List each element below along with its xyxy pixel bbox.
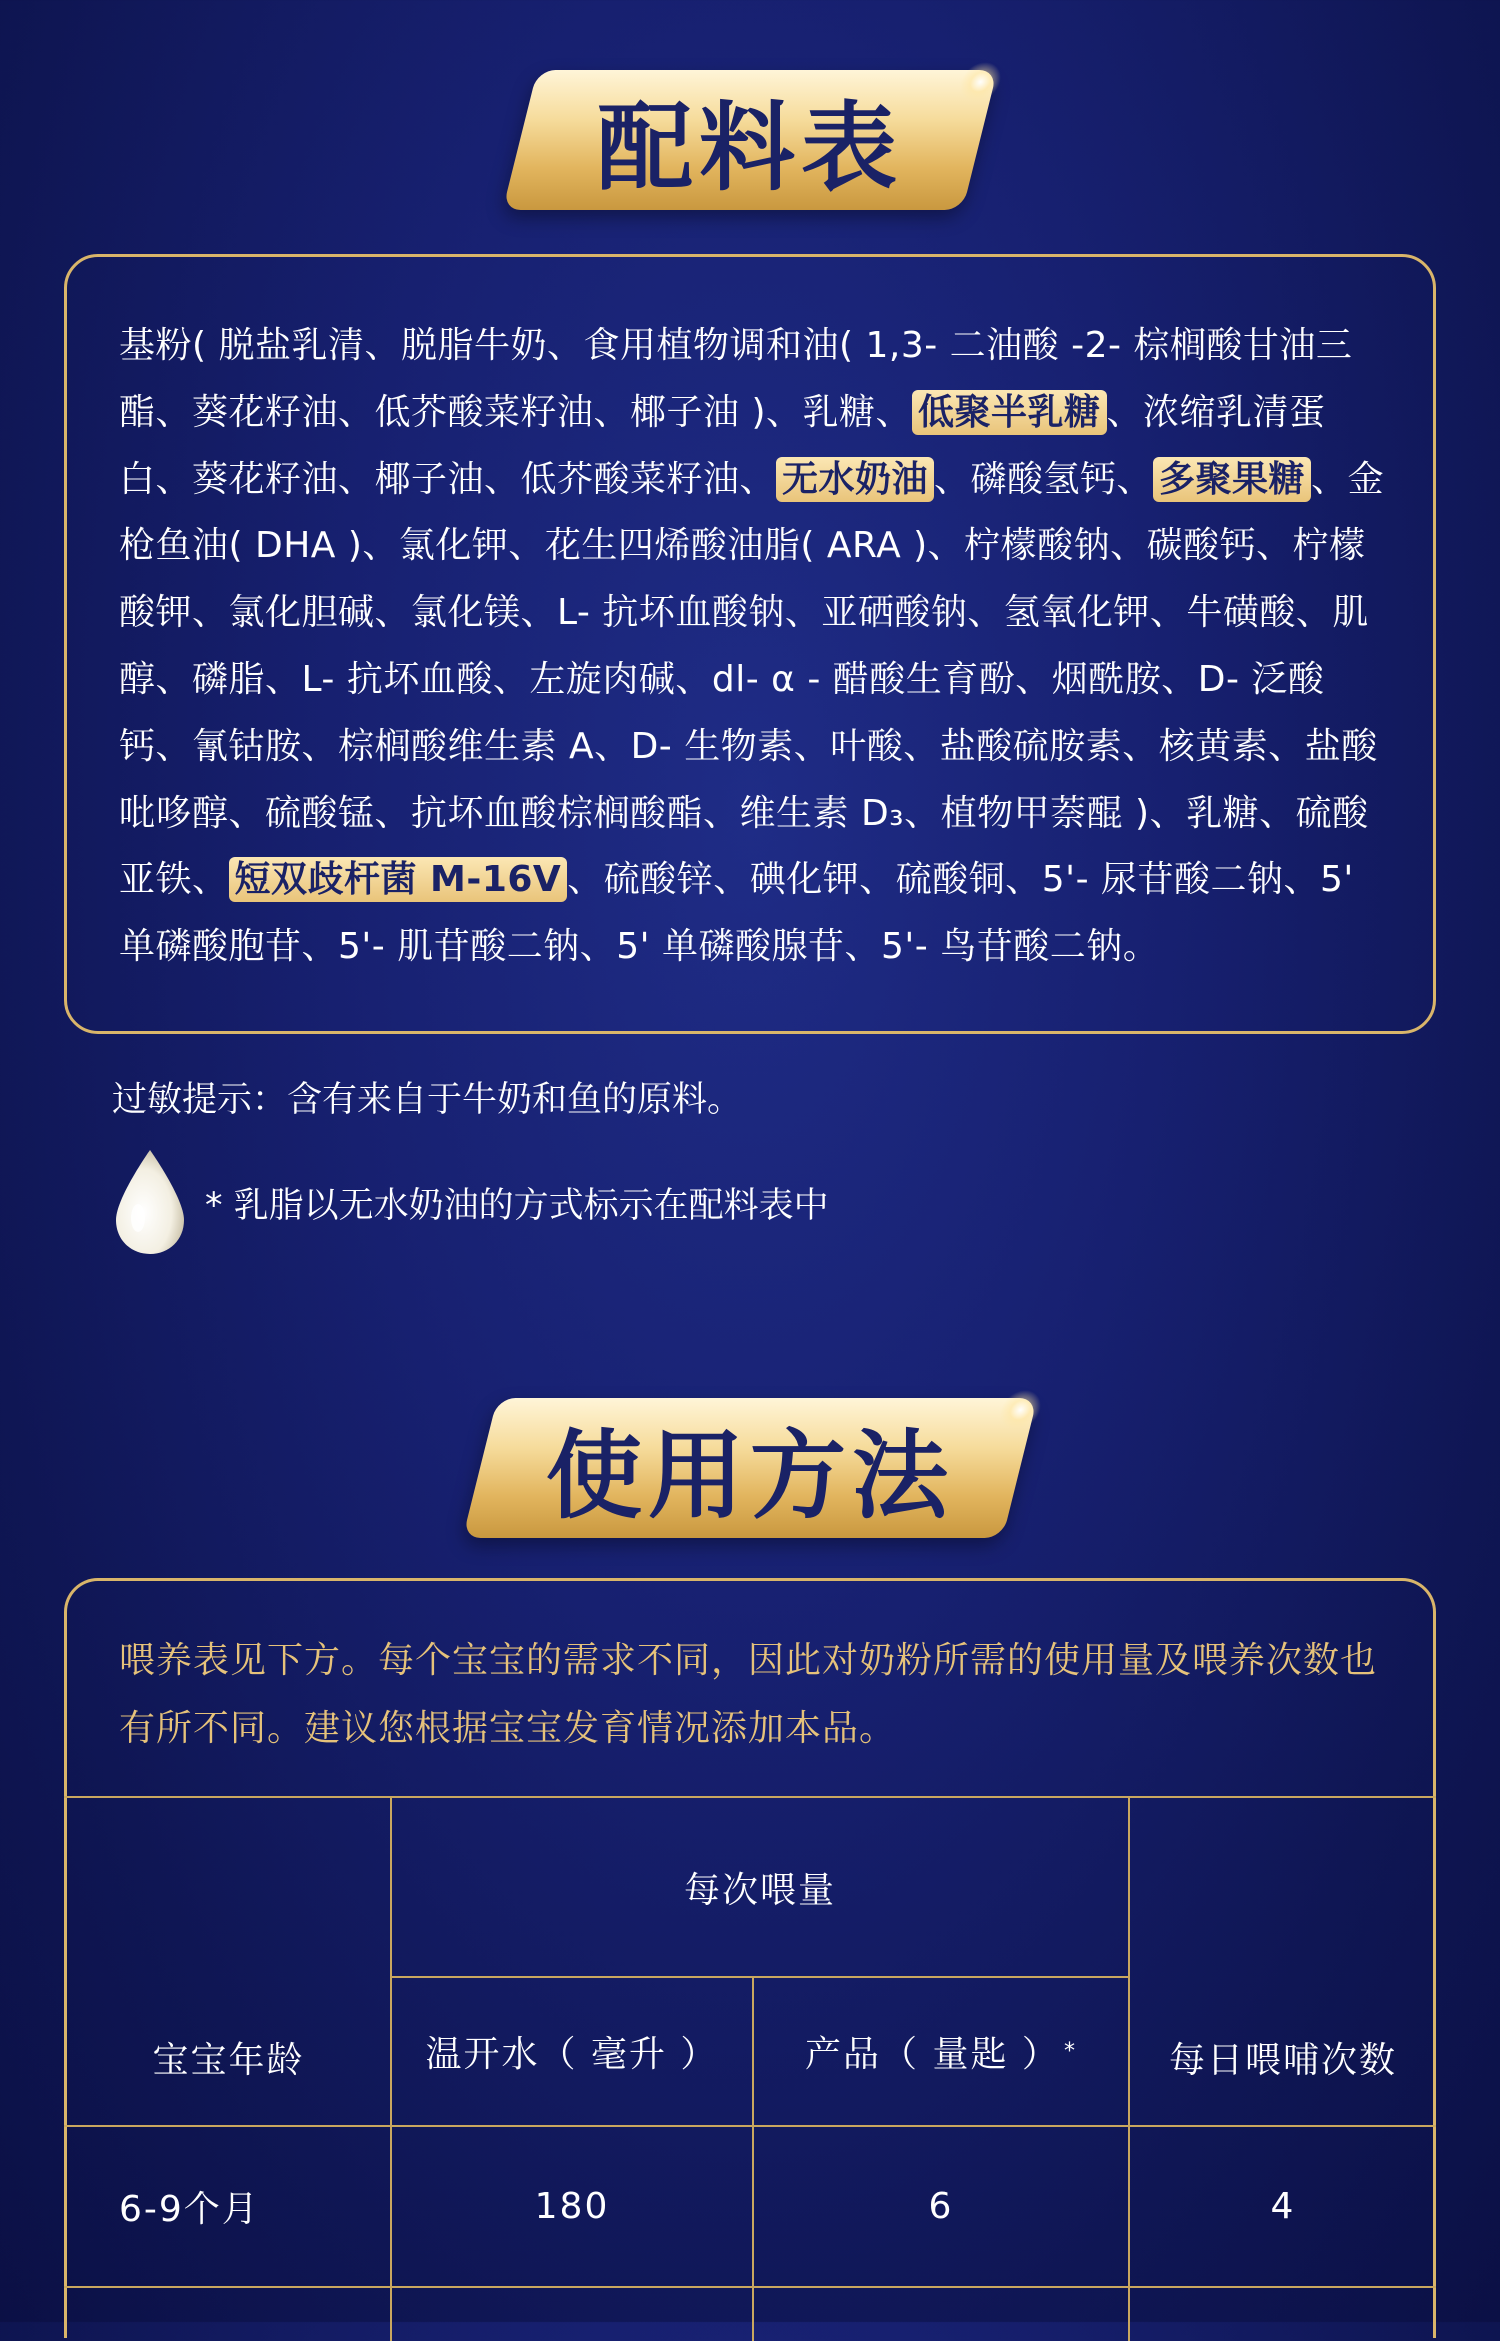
header-product: [754, 1978, 1128, 2125]
ingredients-text: [119, 313, 1389, 981]
usage-card: [64, 1578, 1436, 2338]
highlighted-ingredient: 无水奶油: [776, 457, 934, 502]
row-product: 6: [928, 2186, 954, 2227]
header-product-mark: *: [1063, 2039, 1077, 2064]
ingredients-card: [64, 254, 1436, 1034]
table-row-line: [64, 2286, 1436, 2288]
ingredient-text-segment: 、金枪鱼油( DHA )、氯化钾、花生四烯酸油脂( ARA )、柠檬酸钠、碳酸钙、柠檬酸钾、氯化胆碱、氯化镁、L- 抗坏血酸钠、亚硒酸钠、氢氧化钾、牛磺酸、肌醇、磷脂、L- 抗坏血酸、左旋肉碱、dl- α - 醋酸生育酚、烟酰胺、D- 泛酸钙、氰钴胺、棕榈酸维生素 A、D- 生物素、叶酸、盐酸硫胺素、核黄素、盐酸吡哆醇、硫酸锰、抗坏血酸棕榈酸酯、维生素 D₃、植物甲萘醌 )、乳糖、硫酸亚铁、: [119, 458, 1385, 901]
highlighted-ingredient: 低聚半乳糖: [912, 390, 1107, 435]
header-product-label: 产品（ 量匙 ）: [805, 2034, 1060, 2075]
header-age: 宝宝年龄: [152, 2040, 305, 2081]
usage-title-banner: [480, 1398, 1020, 1538]
ingredient-text-segment: 、浓缩乳清蛋白、葵花籽油、椰子油、低芥酸菜籽油、: [119, 391, 1326, 500]
ingredient-text-segment: 、硫酸锌、碘化钾、硫酸铜、5'- 尿苷酸二钠、5' 单磷酸胞苷、5'- 肌苷酸二钠、5' 单磷酸腺苷、5'- 鸟苷酸二钠。: [119, 859, 1354, 968]
ingredients-title: 配料表: [597, 91, 903, 204]
milkfat-note: * 乳脂以无水奶油的方式标示在配料表中: [205, 1186, 829, 1226]
ingredient-text-segment: 、磷酸氢钙、: [934, 458, 1154, 500]
row-water: 180: [534, 2186, 610, 2227]
row-times: 4: [1270, 2186, 1296, 2227]
ingredient-text-segment: 基粉( 脱盐乳清、脱脂牛奶、食用植物调和油( 1,3- 二油酸 -2- 棕榈酸甘油三酯、葵花籽油、低芥酸菜籽油、椰子油 )、乳糖、: [119, 325, 1353, 433]
ingredients-title-banner: [520, 70, 980, 210]
row-age: 6-9个月: [119, 2189, 260, 2230]
allergy-note: 过敏提示：含有来自于牛奶和鱼的原料。: [112, 1080, 743, 1120]
usage-title: 使用方法: [546, 1419, 954, 1532]
highlighted-ingredient: 短双歧杆菌 M-16V: [229, 857, 568, 902]
header-water: 温开水（ 毫升 ）: [425, 2034, 719, 2075]
highlighted-ingredient: 多聚果糖: [1153, 457, 1311, 502]
header-times: 每日喂哺次数: [1168, 2040, 1397, 2081]
milk-drop-icon: [110, 1146, 190, 1256]
header-per-feeding: 每次喂量: [683, 1869, 836, 1911]
usage-intro: 喂养表见下方。每个宝宝的需求不同，因此对奶粉所需的使用量及喂养次数也有所不同。建议您根据宝宝发育情况添加本品。: [119, 1640, 1378, 1749]
